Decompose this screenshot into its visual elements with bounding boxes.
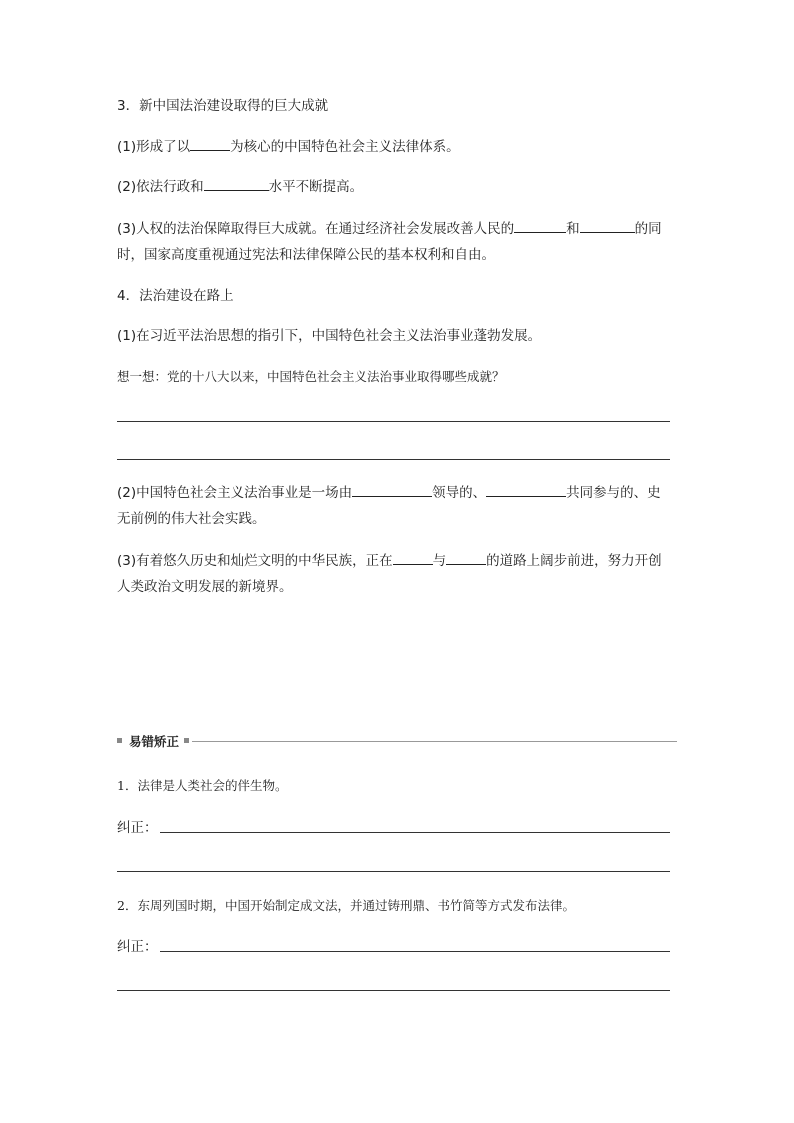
s4-item-3-text-a: (3)有着悠久历史和灿烂文明的中华民族，正在 xyxy=(117,553,393,569)
fill-blank[interactable] xyxy=(393,550,433,565)
think-prompt: 想一想：党的十八大以来，中国特色社会主义法治事业取得哪些成就？ xyxy=(117,369,505,384)
error-statement: 1．法律是人类社会的伴生物。 xyxy=(117,778,288,793)
s4-item-3-line2: 人类政治文明发展的新境界。 xyxy=(117,579,293,595)
s3-item-3-text-b: 和 xyxy=(566,221,580,237)
s4-item-2-line2: 无前例的伟大社会实践。 xyxy=(117,511,266,527)
error-statement: 2．东周列国时期，中国开始制定成文法，并通过铸刑鼎、书竹简等方式发布法律。 xyxy=(117,898,575,913)
s3-item-1 xyxy=(117,136,460,157)
s3-item-3 xyxy=(117,218,662,239)
s3-item-3-line2: 时，国家高度重视通过宪法和法律保障公民的基本权利和自由。 xyxy=(117,247,495,263)
s3-item-3-text-c: 的同 xyxy=(634,221,662,237)
fix-answer-line[interactable] xyxy=(160,951,670,952)
fill-blank[interactable] xyxy=(352,482,432,497)
fix-label: 纠正： xyxy=(117,820,158,836)
s4-item-2-text-a: (2)中国特色社会主义法治事业是一场由 xyxy=(117,485,353,501)
s3-item-3-text-a: (3)人权的法治保障取得巨大成就。在通过经济社会发展改善人民的 xyxy=(117,221,515,237)
fill-blank[interactable] xyxy=(486,482,566,497)
s4-item-2-text-b: 领导的、 xyxy=(432,485,487,501)
fill-blank[interactable] xyxy=(580,218,635,233)
s4-item-3 xyxy=(117,550,662,571)
fill-blank[interactable] xyxy=(190,136,230,151)
error-correction-header xyxy=(117,733,677,751)
fix-label: 纠正： xyxy=(117,939,158,955)
section-4-heading: 4．法治建设在路上 xyxy=(117,288,234,304)
s4-item-1: (1)在习近平法治思想的指引下，中国特色社会主义法治事业蓬勃发展。 xyxy=(117,328,542,344)
s4-item-3-text-c: 的道路上阔步前进，努力开创 xyxy=(486,553,662,569)
s3-item-1-text-b: 为核心的中国特色社会主义法律体系。 xyxy=(230,139,460,155)
fix-answer-line[interactable] xyxy=(160,832,670,833)
error-correction-title: 易错矫正 xyxy=(129,734,180,749)
square-bullet-icon xyxy=(117,738,122,743)
fill-blank[interactable] xyxy=(446,550,486,565)
s4-item-3-text-b: 与 xyxy=(432,553,447,569)
answer-line[interactable] xyxy=(117,459,670,460)
fill-blank[interactable] xyxy=(204,176,269,191)
answer-line[interactable] xyxy=(117,421,670,422)
section-3-heading: 3．新中国法治建设取得的巨大成就 xyxy=(117,98,329,114)
answer-line[interactable] xyxy=(117,990,670,991)
s4-item-2 xyxy=(117,482,661,503)
s3-item-2 xyxy=(117,176,363,197)
s3-item-1-text-a: (1)形成了以 xyxy=(117,139,191,155)
s3-item-2-text-a: (2)依法行政和 xyxy=(117,179,204,195)
s3-item-2-text-b: 水平不断提高。 xyxy=(268,179,364,195)
s4-item-2-text-c: 共同参与的、史 xyxy=(566,485,661,501)
square-bullet-icon xyxy=(184,738,189,743)
fill-blank[interactable] xyxy=(514,218,566,233)
section-divider xyxy=(192,741,677,742)
answer-line[interactable] xyxy=(117,871,670,872)
